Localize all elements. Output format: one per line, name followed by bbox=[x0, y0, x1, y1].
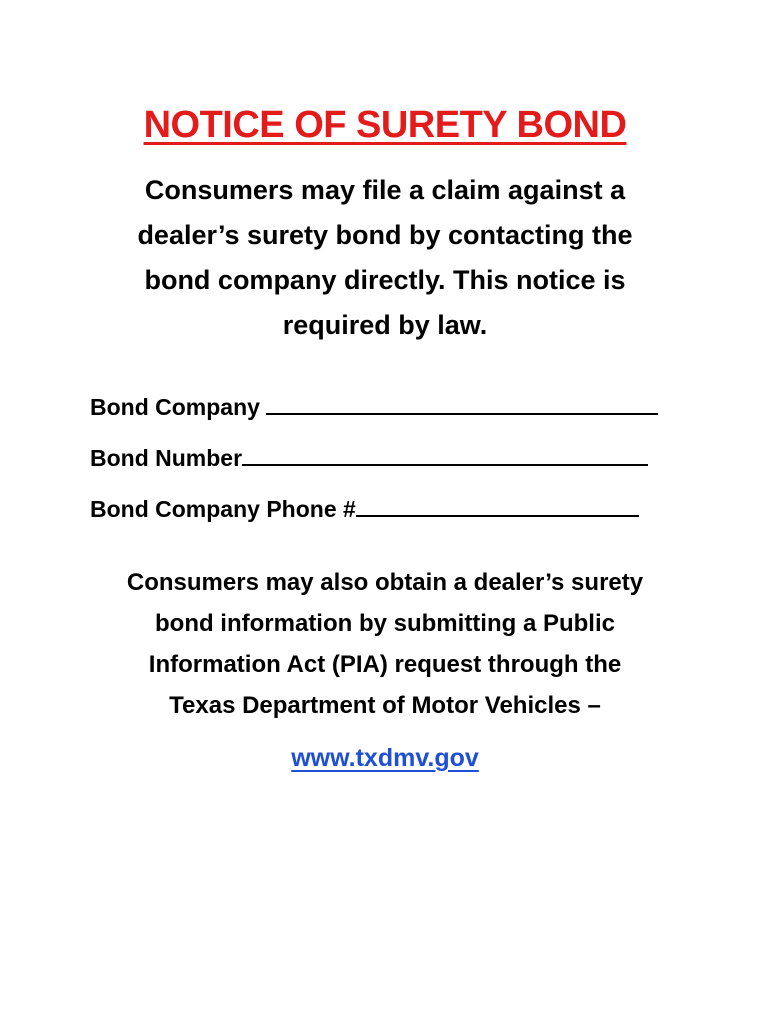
bond-number-label: Bond Number bbox=[90, 445, 243, 471]
pia-line: Information Act (PIA) request through the bbox=[148, 651, 622, 678]
intro-line: bond company directly. This notice is bbox=[144, 265, 626, 295]
intro-line: Consumers may file a claim against a bbox=[144, 175, 626, 205]
bond-number-field bbox=[90, 433, 710, 484]
pia-paragraph bbox=[95, 562, 675, 726]
bond-company-phone-label: Bond Company Phone # bbox=[90, 496, 356, 522]
bond-company-field bbox=[90, 382, 710, 433]
bond-company-phone-blank[interactable] bbox=[356, 497, 639, 517]
pia-line: bond information by submitting a Public bbox=[155, 610, 615, 637]
bond-company-phone-field bbox=[90, 484, 710, 535]
txdmv-link-container bbox=[0, 737, 770, 779]
intro-paragraph bbox=[100, 168, 670, 348]
bond-number-blank[interactable] bbox=[242, 446, 648, 466]
bond-company-label: Bond Company bbox=[90, 394, 267, 420]
txdmv-link[interactable]: www.txdmv.gov bbox=[291, 744, 479, 772]
intro-line: dealer’s surety bond by contacting the bbox=[137, 220, 633, 250]
notice-title: NOTICE OF SURETY BOND bbox=[143, 104, 627, 146]
pia-line: Consumers may also obtain a dealer’s surety bbox=[126, 569, 644, 596]
bond-fields bbox=[90, 382, 710, 535]
intro-line: required by law. bbox=[282, 310, 488, 340]
bond-company-blank[interactable] bbox=[266, 395, 658, 415]
pia-line: Texas Department of Motor Vehicles – bbox=[169, 692, 601, 719]
